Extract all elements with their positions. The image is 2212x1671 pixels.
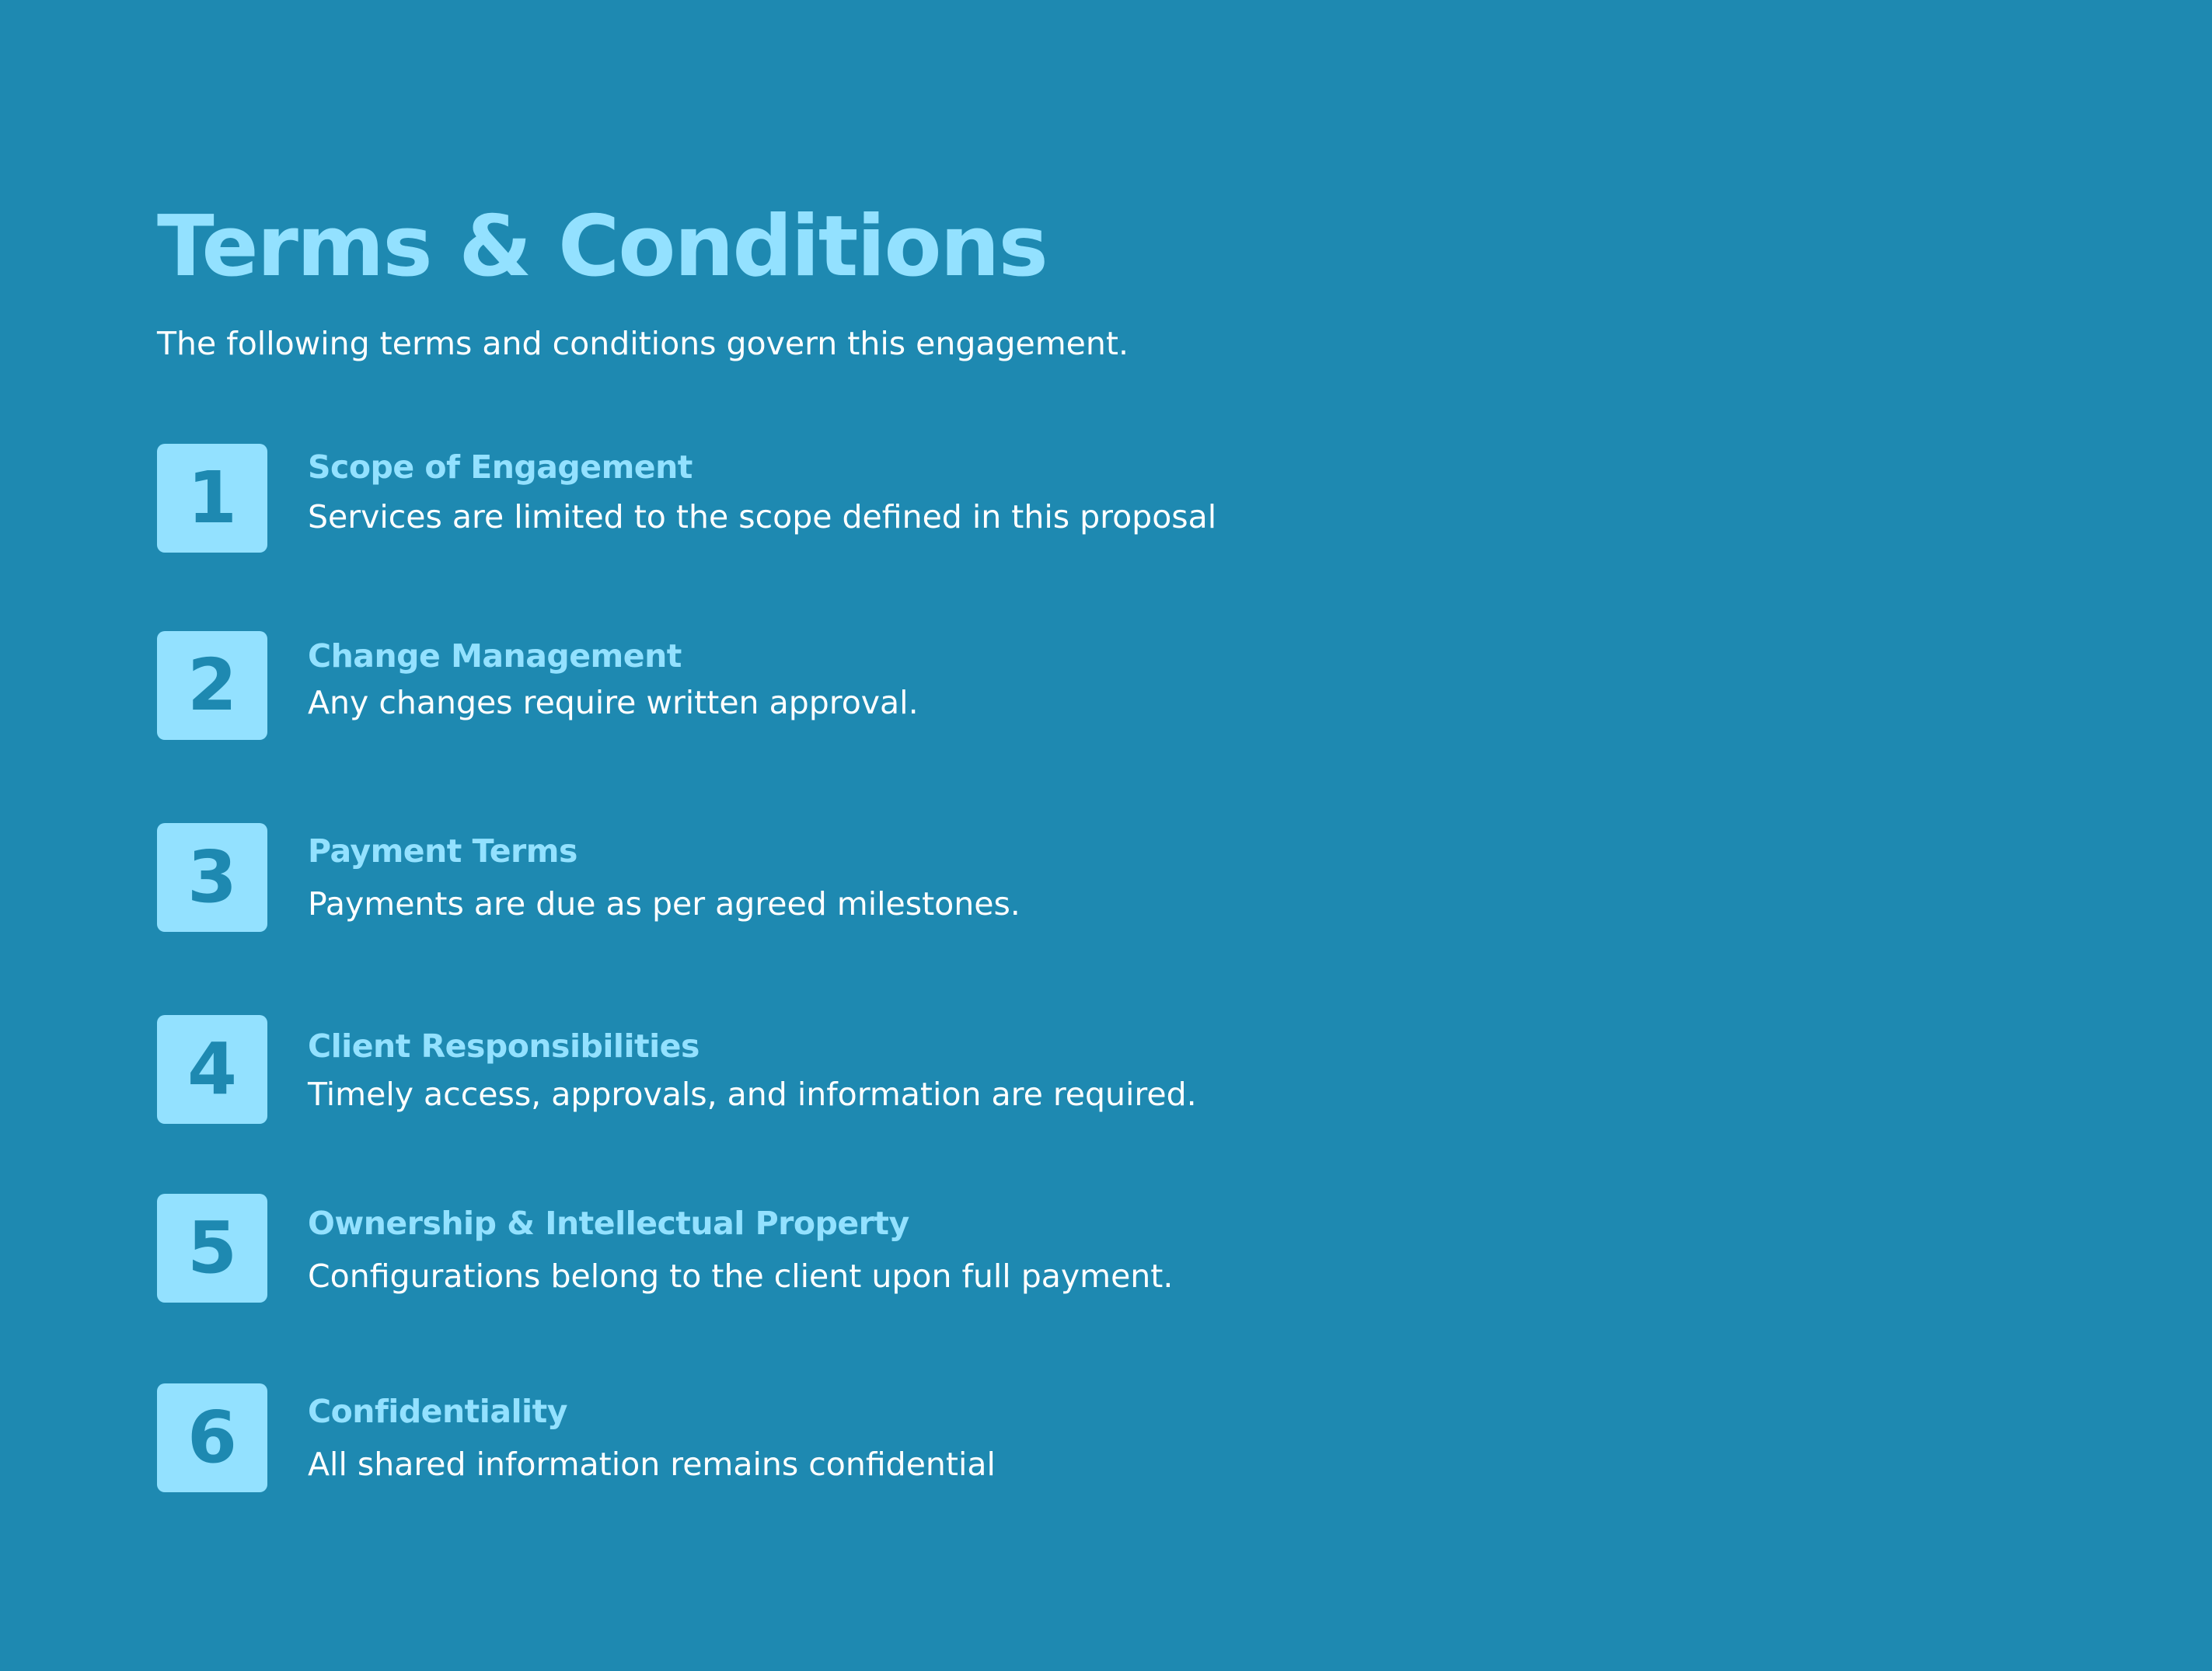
term-item-ownership-ip (157, 1194, 1867, 1303)
term-heading: Payment Terms (308, 832, 577, 870)
number-badge (157, 823, 267, 932)
term-heading: Change Management (308, 637, 682, 675)
term-description: Services are limited to the scope defined in this proposal (308, 498, 1217, 535)
term-heading: Confidentiality (308, 1393, 567, 1430)
term-description: Payments are due as per agreed milestones. (308, 885, 1021, 923)
page-subtitle: The following terms and conditions govern this engagement. (157, 325, 1129, 362)
term-item-confidentiality (157, 1383, 1867, 1492)
term-heading: Scope of Engagement (308, 448, 693, 486)
term-item-client-responsibilities (157, 1015, 1867, 1124)
term-number: 3 (187, 836, 237, 919)
term-description: Any changes require written approval. (308, 684, 919, 721)
term-description: Configurations belong to the client upon full payment. (308, 1258, 1174, 1295)
term-description: All shared information remains confidential (308, 1446, 996, 1483)
term-item-scope (157, 444, 1867, 553)
term-number: 2 (187, 644, 237, 727)
term-item-payment-terms (157, 823, 1867, 932)
term-heading: Ownership & Intellectual Property (308, 1205, 909, 1242)
number-badge (157, 1383, 267, 1492)
number-badge (157, 1015, 267, 1124)
page-title: Terms & Conditions (157, 198, 1047, 295)
term-number: 5 (187, 1206, 237, 1289)
term-number: 1 (187, 456, 237, 539)
term-number: 6 (187, 1396, 237, 1479)
term-number: 4 (187, 1027, 237, 1111)
term-item-change-management (157, 631, 1867, 740)
term-heading: Client Responsibilities (308, 1027, 700, 1065)
number-badge (157, 444, 267, 553)
number-badge (157, 1194, 267, 1303)
number-badge (157, 631, 267, 740)
term-description: Timely access, approvals, and information are required. (308, 1076, 1197, 1113)
